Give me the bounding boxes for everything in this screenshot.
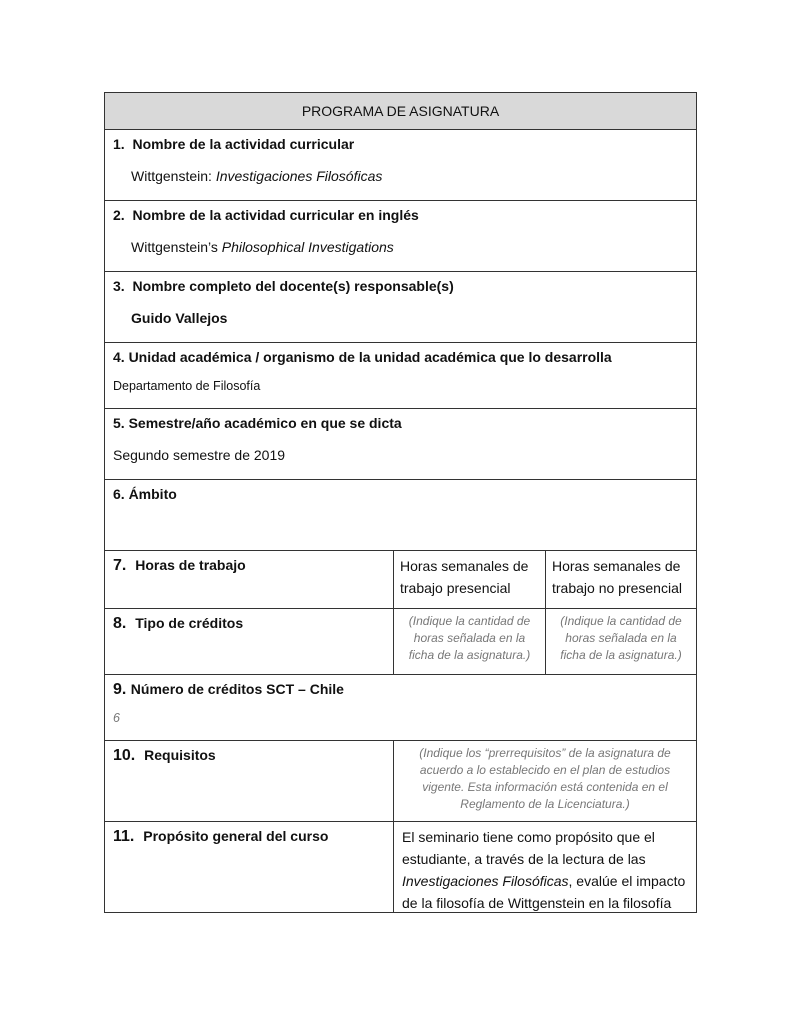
section-1 [105, 130, 696, 201]
section-1-number: 1. [113, 136, 125, 152]
section-1-value-prefix: Wittgenstein: [131, 168, 216, 184]
section-9-number: 9. [113, 681, 127, 698]
section-11-text [394, 822, 696, 912]
section-11-text-a: El seminario tiene como propósito que el estudiante, a través de la lectura de las [402, 829, 655, 867]
section-7-number: 7. [113, 557, 127, 574]
section-8-presencial-note: (Indique la cantidad de horas señalada en la ficha de la asignatura.) [394, 609, 546, 674]
section-3-label: Nombre completo del docente(s) responsable(s) [132, 278, 454, 294]
section-2-label: Nombre de la actividad curricular en inglés [132, 207, 419, 223]
section-5-label: 5. Semestre/año académico en que se dicta [113, 415, 402, 431]
section-11-text-italic: Investigaciones Filosóficas [402, 873, 569, 889]
section-11-number: 11. [113, 828, 135, 845]
section-2-value-italic: Philosophical Investigations [221, 239, 394, 255]
section-3-number: 3. [113, 278, 125, 294]
section-9-value: 6 [113, 711, 120, 725]
section-4-value: Departamento de Filosofía [113, 379, 261, 393]
section-5-value: Segundo semestre de 2019 [113, 447, 286, 463]
section-1-label: Nombre de la actividad curricular [132, 136, 355, 152]
section-6-label: 6. Ámbito [113, 486, 177, 502]
section-1-value-italic: Investigaciones Filosóficas [215, 168, 383, 184]
section-11-label: Propósito general del curso [143, 828, 329, 844]
section-4-label: 4. Unidad académica / organismo de la unidad académica que lo desarrolla [113, 349, 612, 365]
section-6 [105, 480, 696, 551]
section-10-note: (Indique los “prerrequisitos” de la asignatura de acuerdo a lo establecido en el plan de estudios vigente. Esta información está contenida en el Reglamento de la Licenciatura.) [419, 746, 671, 811]
section-8-label-cell [105, 609, 394, 674]
section-7-label-cell [105, 551, 394, 608]
section-8-label: Tipo de créditos [135, 615, 244, 631]
section-3 [105, 272, 696, 343]
section-8 [105, 609, 696, 675]
section-2-number: 2. [113, 207, 125, 223]
section-11-text-b: , evalúe el impacto de la filosofía de Wittgenstein en la filosofía [402, 873, 686, 911]
course-program-form [104, 92, 697, 913]
section-7-presencial: Horas semanales de trabajo presencial [394, 551, 546, 608]
section-11-label-cell [105, 822, 394, 912]
section-10-label-cell [105, 741, 394, 821]
section-10-label: Requisitos [144, 747, 216, 763]
section-10 [105, 741, 696, 822]
section-7 [105, 551, 696, 609]
section-7-no-presencial: Horas semanales de trabajo no presencial [552, 558, 682, 596]
section-11 [105, 822, 696, 912]
section-8-number: 8. [113, 615, 127, 632]
section-3-value: Guido Vallejos [131, 310, 228, 326]
section-9 [105, 675, 696, 741]
section-5 [105, 409, 696, 480]
section-4 [105, 343, 696, 409]
section-2-value-prefix: Wittgenstein’s [131, 239, 222, 255]
section-10-number: 10. [113, 747, 136, 764]
section-2 [105, 201, 696, 272]
section-9-label: Número de créditos SCT – Chile [130, 681, 344, 697]
section-8-no-presencial-note: (Indique la cantidad de horas señalada en la ficha de la asignatura.) [560, 614, 682, 662]
form-title: PROGRAMA DE ASIGNATURA [105, 93, 696, 130]
section-7-label: Horas de trabajo [135, 557, 246, 573]
